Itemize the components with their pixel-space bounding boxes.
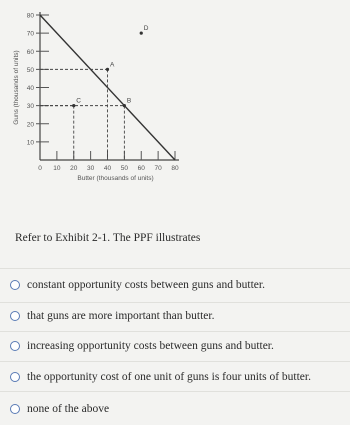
x-tick-label: 50 (120, 165, 128, 172)
x-tick-label: 60 (137, 165, 145, 172)
y-tick-label: 10 (26, 139, 34, 147)
option-none[interactable] (10, 403, 109, 415)
x-tick-label: 0 (38, 165, 42, 172)
divider (0, 302, 350, 303)
radio-button[interactable] (10, 280, 20, 290)
question-text: Refer to Exhibit 2-1. The PPF illustrates (15, 232, 201, 244)
point-label: C (76, 97, 81, 105)
y-tick-label: 50 (26, 66, 34, 74)
option-increasing-costs[interactable] (10, 340, 274, 352)
y-tick-label: 40 (26, 85, 34, 92)
x-axis-title: Butter (thousands of units) (77, 175, 154, 182)
radio-button[interactable] (10, 404, 20, 414)
option-label: constant opportunity costs between guns and butter. (27, 279, 265, 291)
y-tick-label: 70 (26, 30, 34, 38)
radio-button[interactable] (10, 341, 20, 351)
x-tick-label: 30 (87, 165, 95, 172)
option-label: that guns are more important than butter. (27, 310, 215, 322)
option-four-units-butter[interactable] (10, 371, 311, 383)
radio-button[interactable] (10, 311, 20, 321)
y-tick-label: 60 (26, 48, 34, 56)
divider (0, 268, 350, 269)
point-a (106, 68, 109, 71)
ppf-chart-svg (0, 0, 350, 205)
point-d (140, 32, 143, 35)
x-tick-label: 10 (53, 165, 61, 172)
y-tick-label: 30 (26, 103, 34, 111)
ppf-chart (0, 0, 350, 205)
y-tick-label: 80 (26, 12, 34, 20)
x-tick-label: 70 (154, 165, 162, 172)
point-label: D (143, 25, 149, 33)
option-constant-costs[interactable] (10, 279, 265, 291)
divider (0, 361, 350, 362)
x-tick-label: 80 (171, 165, 179, 172)
point-c (72, 104, 75, 107)
point-b (123, 104, 126, 107)
divider (0, 331, 350, 332)
option-label: increasing opportunity costs between guns and butter. (27, 340, 274, 352)
radio-button[interactable] (10, 372, 20, 382)
option-guns-more-important[interactable] (10, 310, 214, 322)
point-label: B (126, 97, 132, 105)
divider (0, 391, 350, 392)
option-label: the opportunity cost of one unit of guns is four units of butter. (27, 371, 311, 383)
y-tick-label: 20 (26, 121, 34, 129)
ppf-line (40, 15, 175, 160)
x-tick-label: 20 (70, 165, 78, 172)
point-label: A (110, 61, 115, 69)
x-tick-label: 40 (103, 165, 112, 172)
option-label: none of the above (27, 403, 110, 415)
y-axis-title: Guns (thousands of units) (13, 50, 20, 125)
